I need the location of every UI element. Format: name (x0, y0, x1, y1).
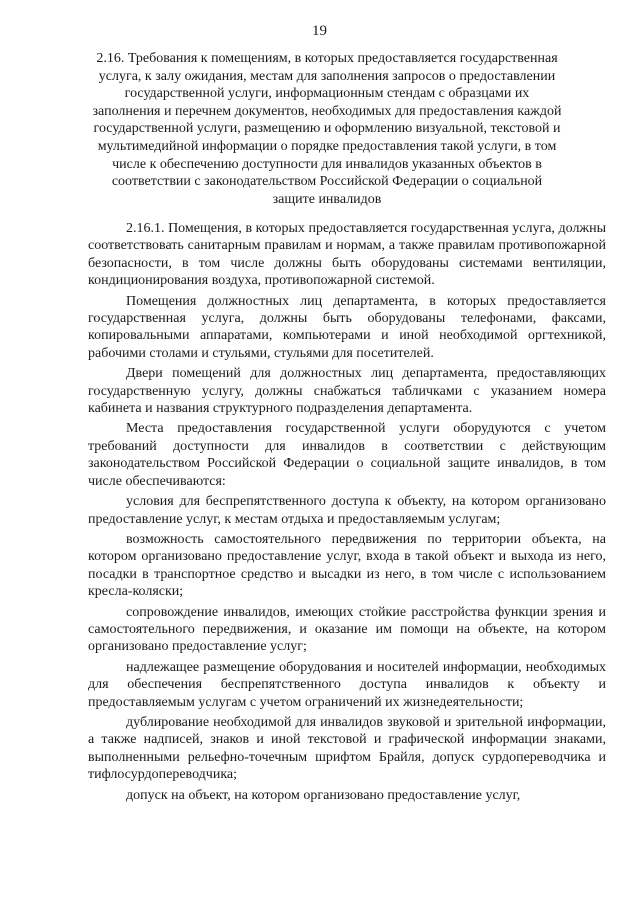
list-item: надлежащее размещение оборудования и носителей информации, необходимых для обеспечения беспрепятственного доступа инвалидов к объекту и предоставляемым услугам с учетом ограничений их жизнедеятельности; (88, 659, 606, 710)
page-number: 19 (312, 23, 327, 39)
section-heading: 2.16. Требования к помещениям, в которых предоставляется государственная услуга, к залу ожидания, местам для заполнения запросов о предоставлении государственной услуги, информационным стендам с образцами их заполнения и перечнем документов, необходимых для предоставления каждой государственной услуги, размещению и оформлению визуальной, текстовой и мультимедийной информации о порядке предоставления такой услуги, в том числе к обеспечению доступности для инвалидов указанных объектов в соответствии с законодательством Российской Федерации о социальной защите инвалидов (92, 51, 562, 207)
list-item: сопровождение инвалидов, имеющих стойкие расстройства функции зрения и самостоятельного передвижения, и оказание им помощи на объекте, на котором организовано предоставление услуг; (88, 604, 606, 655)
paragraph: Двери помещений для должностных лиц департамента, предоставляющих государственную услугу, должны снабжаться табличками с указанием номера кабинета и названия структурного подразделения департамента. (88, 366, 606, 417)
paragraph: Места предоставления государственной услуги оборудуются с учетом требований доступности для инвалидов в соответствии с действующим законодательством Российской Федерации о социальной защите инвалидов, в том числе обеспечиваются: (88, 421, 606, 489)
paragraph: 2.16.1. Помещения, в которых предоставляется государственная услуга, должны соответствовать санитарным правилам и нормам, а также правилам противопожарной безопасности, в том числе должны быть оборудованы системами вентиляции, кондиционирования воздуха, противопожарной системой. (88, 221, 606, 289)
list-item: дублирование необходимой для инвалидов звуковой и зрительной информации, а также надписей, знаков и иной текстовой и графической информации знаками, выполненными рельефно-точечным шрифтом Брайля, допуск сурдопереводчика и тифлосурдопереводчика; (88, 714, 606, 783)
list-item: условия для беспрепятственного доступа к объекту, на котором организовано предоставление услуг, к местам отдыха и предоставляемым услугам; (88, 494, 606, 527)
list-item: допуск на объект, на котором организовано предоставление услуг, (126, 787, 521, 803)
paragraph: Помещения должностных лиц департамента, в которых предоставляется государственная услуга, должны быть оборудованы телефонами, факсами, копировальными аппаратами, компьютерами и иной необходимой оргтехникой, рабочими столами и стульями, стульями для посетителей. (88, 293, 606, 361)
document-body (88, 220, 606, 804)
list-item: возможность самостоятельного передвижения по территории объекта, на котором организовано предоставление услуг, входа в такой объект и выхода из него, посадки в транспортное средство и высадки из него, в том числе с использованием кресла-коляски; (88, 531, 606, 600)
